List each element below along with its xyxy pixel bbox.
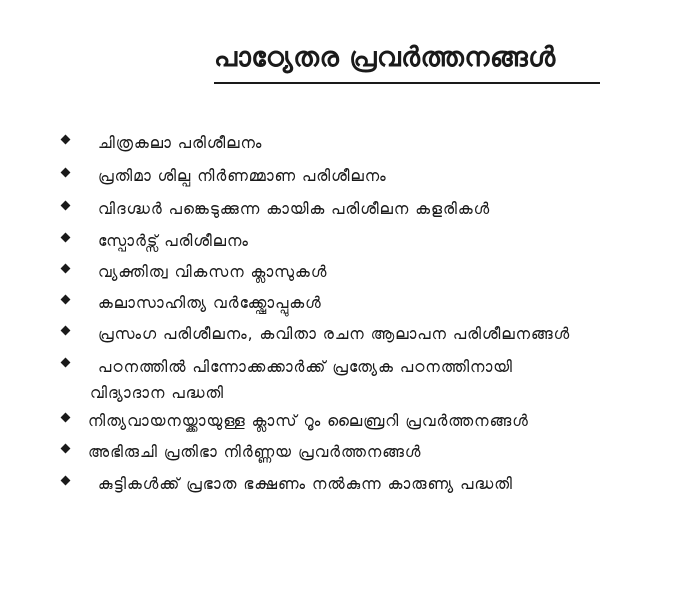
list-item-line-2: വിദ്യാദാന പദ്ധതി <box>90 384 224 402</box>
list-item-text: കലാസാഹിത്യ വർക്ക്ഷോപ്പുകൾ <box>98 294 322 312</box>
diamond-bullet-icon <box>61 264 71 274</box>
diamond-bullet-icon <box>61 413 71 423</box>
page-title: പാഠ്യേതര പ്രവർത്തനങ്ങൾ <box>214 38 600 84</box>
diamond-bullet-icon <box>61 135 71 145</box>
list-item-text: നിത്യവായനയ്ക്കായുള്ള ക്ലാസ് റൂം ലൈബ്രറി പ്രവർത്തനങ്ങൾ <box>88 412 529 430</box>
diamond-bullet-icon <box>61 201 71 211</box>
list-item-text: വ്യക്തിത്വ വികസന ക്ലാസുകൾ <box>98 263 328 281</box>
list-item-text: സ്പോർട്സ് പരിശീലനം <box>98 232 249 250</box>
diamond-bullet-icon <box>61 233 71 243</box>
list-item-text: പ്രസംഗ പരിശീലനം, കവിതാ രചന ആലാപന പരിശീലനങ്ങൾ <box>98 325 571 343</box>
diamond-bullet-icon <box>61 295 71 305</box>
list-item-text: പ്രതിമാ ശില്പ നിർണമ്മാണ പരിശീലനം <box>98 167 387 185</box>
diamond-bullet-icon <box>61 358 71 368</box>
diamond-bullet-icon <box>61 168 71 178</box>
list-item-line-1: പഠനത്തിൽ പിന്നോക്കക്കാർക്ക് പ്രത്യേക പഠനത്തിനായി <box>98 358 513 376</box>
diamond-bullet-icon <box>61 476 71 486</box>
list-item-text: വിദഗ്ദ്ധർ പങ്കെടുക്കുന്ന കായിക പരിശീലന കളരികൾ <box>98 200 491 218</box>
diamond-bullet-icon <box>61 444 71 454</box>
diamond-bullet-icon <box>61 326 71 336</box>
list-item-text <box>90 354 658 406</box>
list-item-text: ചിത്രകലാ പരിശീലനം <box>98 134 263 152</box>
list-item-text: അഭിരുചി പ്രതിഭാ നിർണ്ണയ പ്രവർത്തനങ്ങൾ <box>88 443 422 461</box>
list-item-text: കുട്ടികൾക്ക് പ്രഭാത ഭക്ഷണം നൽകുന്ന കാരുണ്യ പദ്ധതി <box>98 475 513 493</box>
